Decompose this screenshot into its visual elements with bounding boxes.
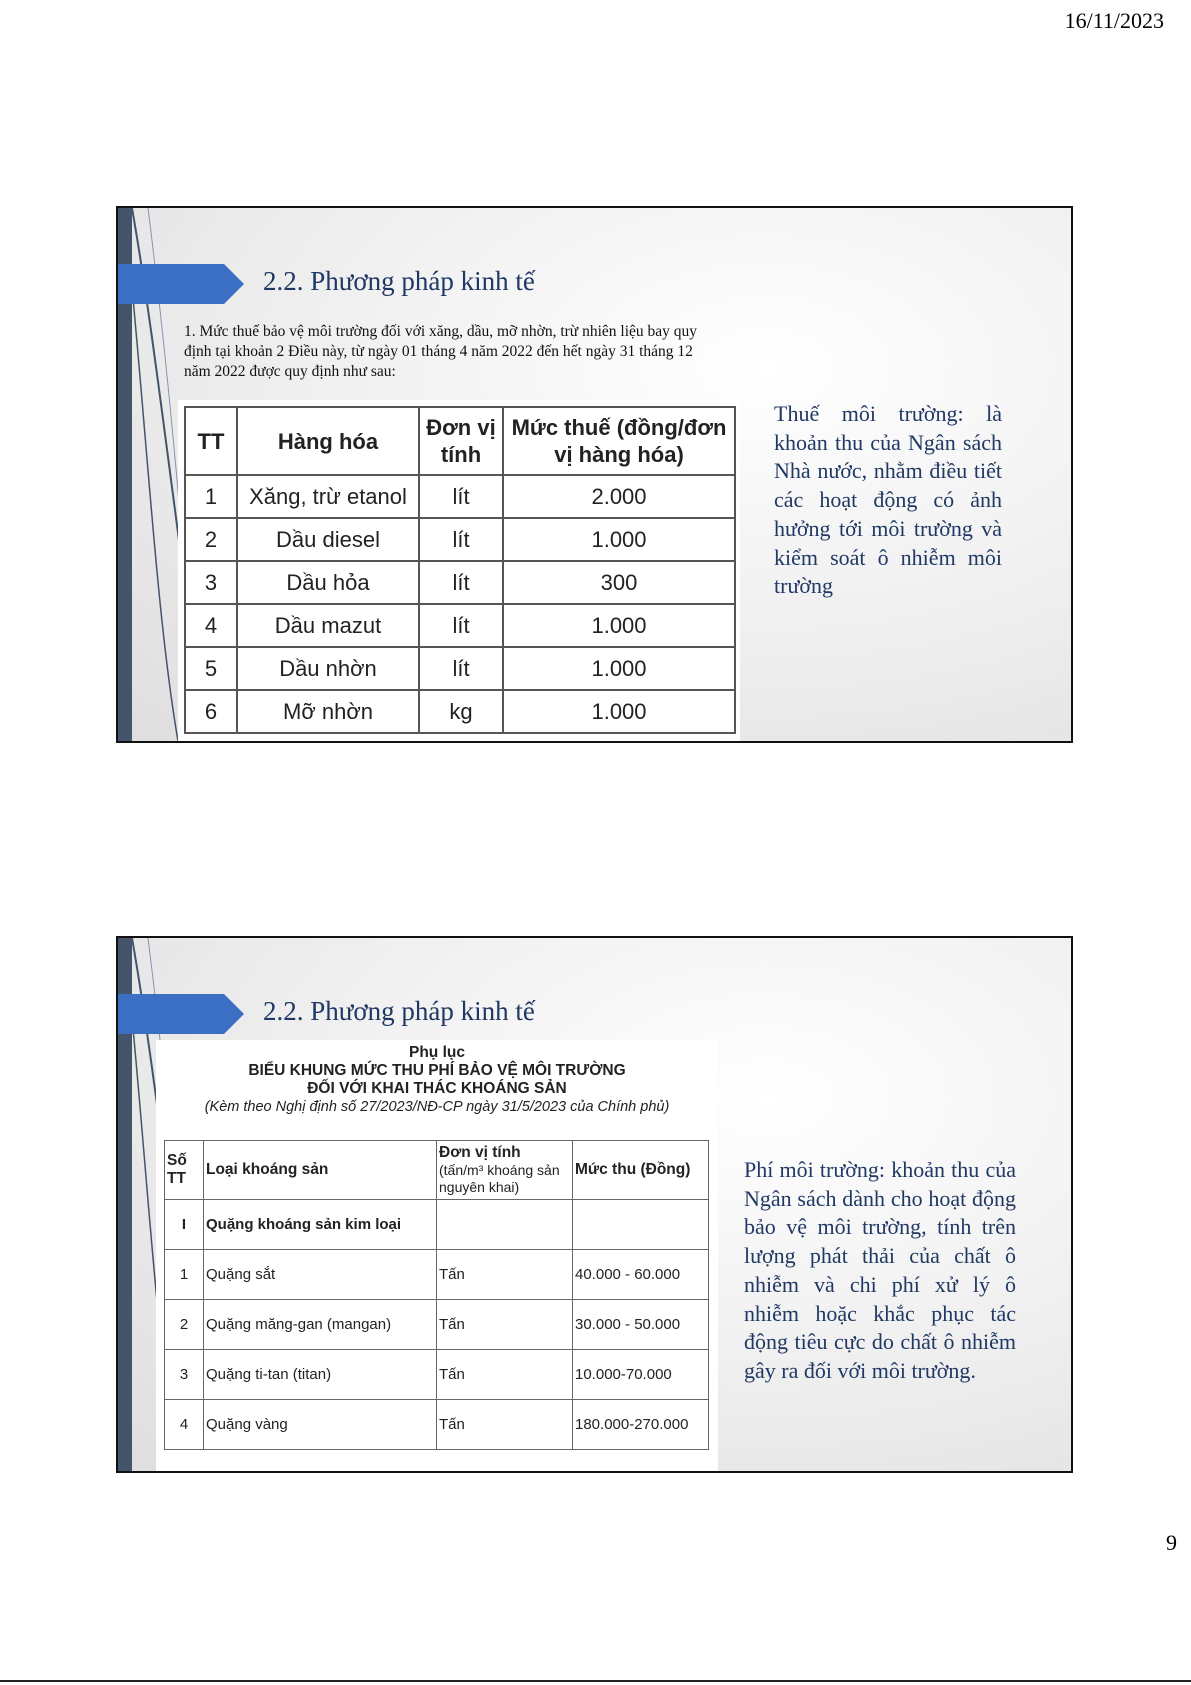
fee-note: Phí môi trường: khoản thu của Ngân sách dành cho hoạt động bảo vệ môi trường, tính trên lượng phát thải của chất ô nhiễm và chi phí xử lý ô nhiễm hoặc khắc phục tác động tiêu cực do chất ô nhiễm gây ra đối với môi trường. [744, 1157, 1016, 1383]
cell-no: 4 [165, 1400, 204, 1450]
title-arrow-icon [118, 264, 244, 304]
appendix-decree-reference: (Kèm theo Nghị định số 27/2023/NĐ-CP ngày 31/5/2023 của Chính phủ) [204, 1099, 670, 1115]
table-header-row [165, 1141, 709, 1200]
cell-tax-rate: 1.000 [503, 518, 735, 561]
cell-unit: Tấn [437, 1350, 573, 1400]
cell-mineral: Quặng vàng [204, 1400, 437, 1450]
table-row [165, 1300, 709, 1350]
cell-rate: 40.000 - 60.000 [573, 1250, 709, 1300]
cell-unit: Tấn [437, 1300, 573, 1350]
cell-tt: 1 [185, 475, 237, 518]
cell-unit: Tấn [437, 1250, 573, 1300]
cell-unit: Tấn [437, 1400, 573, 1450]
cell-unit: kg [419, 690, 503, 733]
cell-unit: lít [419, 475, 503, 518]
table-row [185, 604, 735, 647]
tax-table [184, 406, 736, 734]
header-unit [437, 1141, 573, 1200]
table-row [185, 690, 735, 733]
header-mineral: Loại khoáng sản [204, 1141, 437, 1200]
page-number: 9 [1166, 1530, 1177, 1555]
cell-mineral: Quặng sắt [204, 1250, 437, 1300]
bottom-rule [0, 1680, 1191, 1682]
cell-no: I [165, 1200, 204, 1250]
cell-tt: 5 [185, 647, 237, 690]
slide-1 [116, 206, 1073, 743]
cell-tt: 4 [185, 604, 237, 647]
header-no: Số TT [165, 1141, 204, 1200]
table-row [185, 518, 735, 561]
page-date: 16/11/2023 [1064, 8, 1164, 33]
cell-no: 1 [165, 1250, 204, 1300]
title-arrow-icon [118, 994, 244, 1034]
cell-goods: Dầu hỏa [237, 561, 419, 604]
cell-tt: 6 [185, 690, 237, 733]
table-row [185, 475, 735, 518]
cell-tt: 2 [185, 518, 237, 561]
cell-no: 2 [165, 1300, 204, 1350]
appendix-title-line-1: BIỂU KHUNG MỨC THU PHÍ BẢO VỆ MÔI TRƯỜNG [248, 1062, 626, 1079]
cell-rate: 10.000-70.000 [573, 1350, 709, 1400]
cell-unit: lít [419, 604, 503, 647]
header-goods: Hàng hóa [237, 407, 419, 475]
table-row [185, 561, 735, 604]
cell-goods: Dầu nhờn [237, 647, 419, 690]
cell-rate: 180.000-270.000 [573, 1400, 709, 1450]
cell-unit: lít [419, 518, 503, 561]
header-unit: Đơn vị tính [419, 407, 503, 475]
cell-goods: Xăng, trừ etanol [237, 475, 419, 518]
fee-table [164, 1140, 709, 1450]
header-tax-rate: Mức thuế (đồng/đơn vị hàng hóa) [503, 407, 735, 475]
cell-goods: Mỡ nhờn [237, 690, 419, 733]
table-row [185, 647, 735, 690]
intro-text: 1. Mức thuế bảo vệ môi trường đối với xăng, dầu, mỡ nhờn, trừ nhiên liệu bay quy định tại khoản 2 Điều này, từ ngày 01 tháng 4 năm 2022 đến hết ngày 31 tháng 12 năm 2022 được quy định như sau: [184, 323, 698, 380]
cell-rate: 30.000 - 50.000 [573, 1300, 709, 1350]
table-row [165, 1400, 709, 1450]
table-row [165, 1250, 709, 1300]
cell-mineral: Quặng măng-gan (mangan) [204, 1300, 437, 1350]
appendix-heading: Phụ lục [409, 1044, 465, 1061]
cell-unit: lít [419, 647, 503, 690]
cell-no: 3 [165, 1350, 204, 1400]
cell-mineral: Quặng ti-tan (titan) [204, 1350, 437, 1400]
slide-2 [116, 936, 1073, 1473]
cell-unit [437, 1200, 573, 1250]
header-unit-label: Đơn vị tính [439, 1144, 521, 1161]
cell-tax-rate: 2.000 [503, 475, 735, 518]
cell-tt: 3 [185, 561, 237, 604]
tax-table-image [178, 400, 740, 743]
header-unit-note: (tấn/m³ khoáng sản nguyên khai) [439, 1162, 560, 1195]
cell-tax-rate: 1.000 [503, 647, 735, 690]
cell-goods: Dầu mazut [237, 604, 419, 647]
cell-goods: Dầu diesel [237, 518, 419, 561]
cell-tax-rate: 300 [503, 561, 735, 604]
tax-note: Thuế môi trường: là khoản thu của Ngân sách Nhà nước, nhằm điều tiết các hoạt động có ảnh hưởng tới môi trường và kiểm soát ô nhiễm môi trường [774, 401, 1002, 599]
cell-tax-rate: 1.000 [503, 604, 735, 647]
header-rate: Mức thu (Đồng) [573, 1141, 709, 1200]
slide-title: 2.2. Phương pháp kinh tế [263, 996, 535, 1026]
cell-mineral: Quặng khoáng sản kim loại [204, 1200, 437, 1250]
appendix-title-line-2: ĐỐI VỚI KHAI THÁC KHOÁNG SẢN [307, 1080, 567, 1097]
cell-tax-rate: 1.000 [503, 690, 735, 733]
fee-appendix-image [156, 1040, 718, 1473]
cell-rate [573, 1200, 709, 1250]
cell-unit: lít [419, 561, 503, 604]
table-row [165, 1350, 709, 1400]
header-tt: TT [185, 407, 237, 475]
slide-title: 2.2. Phương pháp kinh tế [263, 266, 535, 296]
table-row [165, 1200, 709, 1250]
table-header-row [185, 407, 735, 475]
